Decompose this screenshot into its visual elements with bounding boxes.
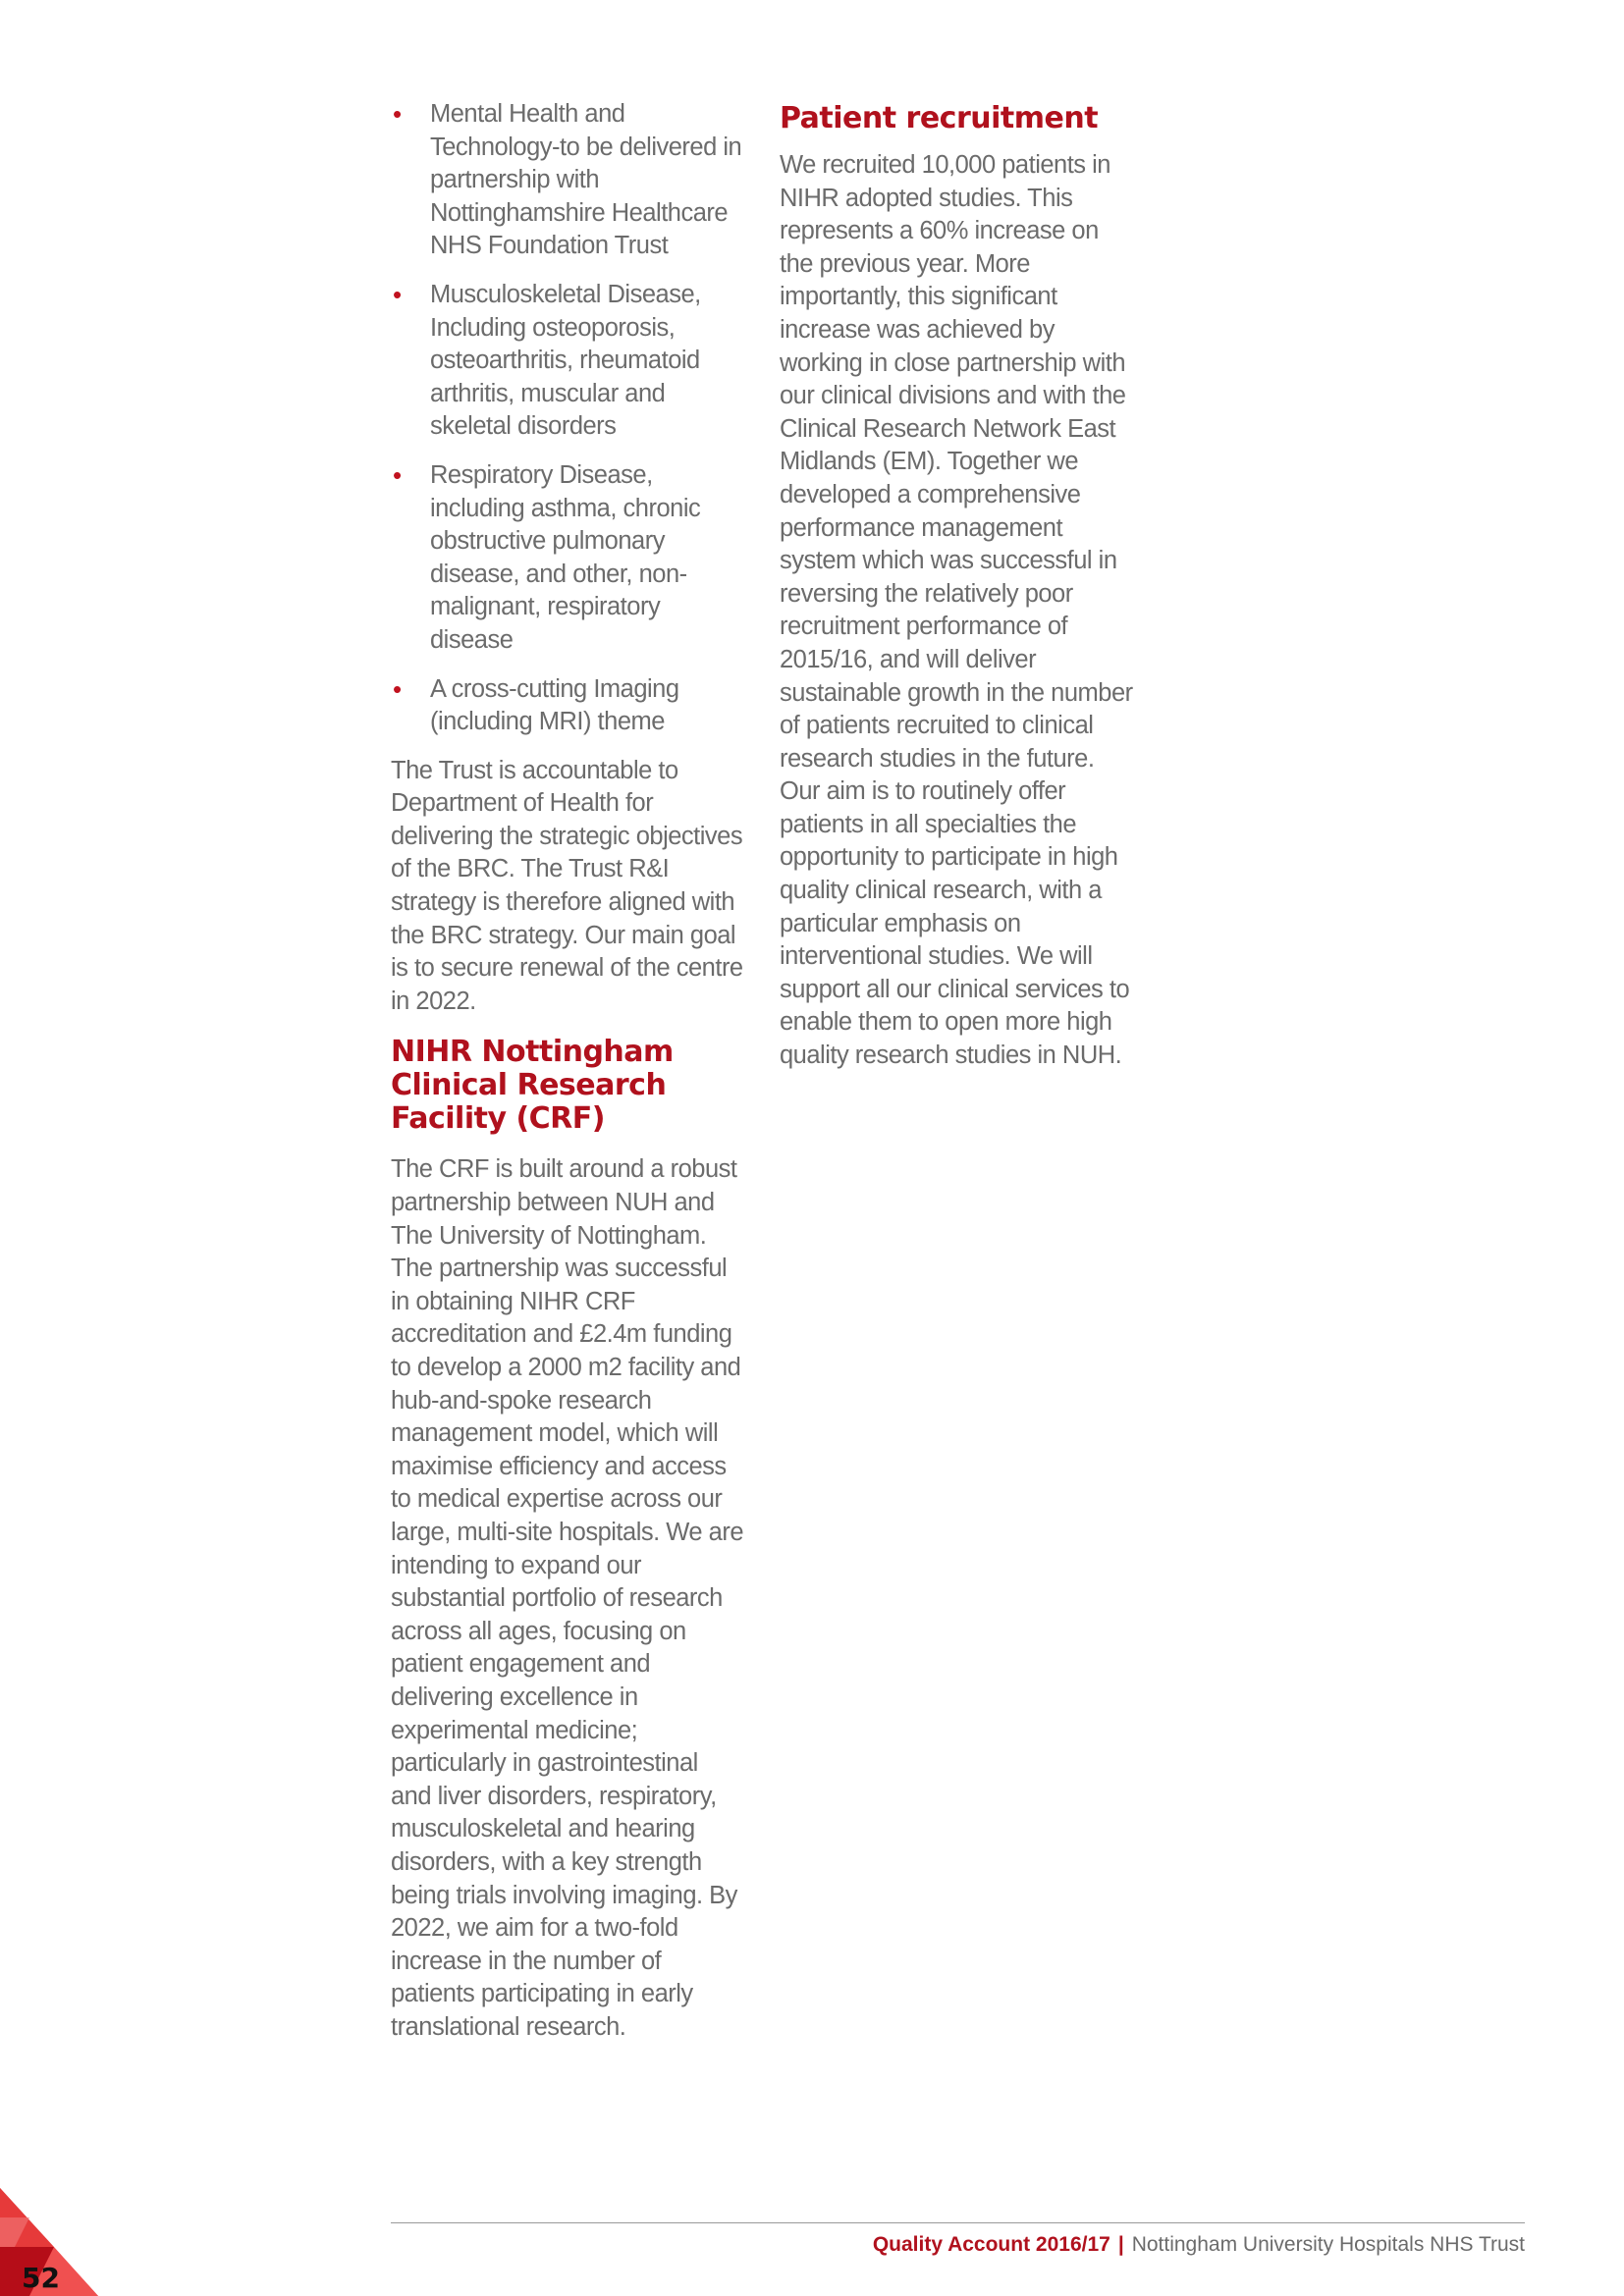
footer-organisation: Nottingham University Hospitals NHS Trust: [1131, 2233, 1525, 2256]
footer-separator: |: [1117, 2233, 1124, 2256]
patient-recruitment-paragraph: We recruited 10,000 patients in NIHR adopted studies. This represents a 60% increase on the previous year. More importantly, this significant increase was achieved by working in close partnership with our clinical divisions and with the Clinical Research Network East Midlands (EM). Together we developed a comprehensive performance management system which was successful in reversing the relatively poor recruitment performance of 2015/16, and will deliver sustainable growth in the number of patients recruited to clinical research studies in the future. Our aim is to routinely offer patients in all specialties the opportunity to participate in high quality clinical research, with a particular emphasis on interventional studies. We will support all our clinical services to enable them to open more high quality research studies in NUH.: [780, 151, 1133, 1070]
list-item-text: Musculoskeletal Disease, Including osteoporosis, osteoarthritis, rheumatoid arthritis, muscular and skeletal disorders: [430, 280, 701, 441]
list-item: [391, 279, 744, 444]
research-themes-list: [391, 98, 744, 739]
footer: [873, 2233, 1525, 2257]
right-column: [780, 98, 1135, 1089]
left-column: [391, 98, 744, 2059]
list-item: [391, 459, 744, 658]
patient-recruitment-heading: Patient recruitment: [780, 101, 1099, 135]
crf-paragraph: The CRF is built around a robust partnership between NUH and The University of Nottingham. The partnership was successful in obtaining NIHR CRF accreditation and £2.4m funding to develop a 2000 m2 facility and hub-and-spoke research management model, which will maximise efficiency and access to medical expertise across our large, multi-site hospitals. We are intending to expand our substantial portfolio of research across all ages, focusing on patient engagement and delivering excellence in experimental medicine; particularly in gastrointestinal and liver disorders, respiratory, musculoskeletal and hearing disorders, with a key strength being trials involving imaging. By 2022, we aim for a two-fold increase in the number of patients participating in early translational research.: [391, 1155, 744, 2041]
crf-heading: NIHR Nottingham Clinical Research Facility (CRF): [391, 1035, 674, 1137]
list-item: [391, 673, 744, 739]
list-item-text: Mental Health and Technology-to be delivered in partnership with Nottinghamshire Healthcare NHS Foundation Trust: [430, 100, 742, 260]
footer-report-title: Quality Account 2016/17: [872, 2233, 1110, 2256]
bullet-icon: •: [393, 99, 402, 129]
trust-paragraph: The Trust is accountable to Department of Health for delivering the strategic objectives of the BRC. The Trust R&I strategy is therefore aligned with the BRC strategy. Our main goal is to secure renewal of the centre in 2022.: [391, 756, 743, 1015]
page-number: 52: [22, 2262, 60, 2294]
list-item-text: Respiratory Disease, including asthma, chronic obstructive pulmonary disease, and other, non-malignant, respiratory disease: [430, 460, 701, 654]
bullet-icon: •: [393, 673, 402, 704]
list-item: [391, 98, 744, 263]
footer-divider: [391, 2222, 1525, 2223]
bullet-icon: •: [393, 459, 402, 490]
bullet-icon: •: [393, 279, 402, 309]
list-item-text: A cross-cutting Imaging (including MRI) theme: [430, 674, 679, 736]
